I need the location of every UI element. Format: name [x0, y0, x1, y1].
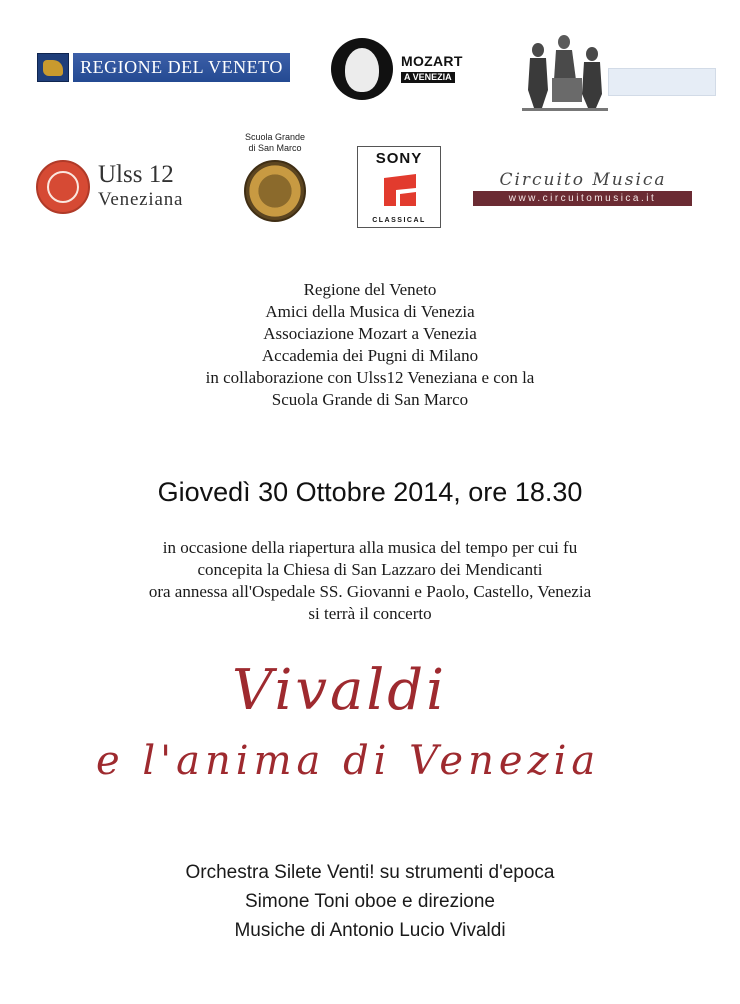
sony-sub: CLASSICAL	[372, 217, 426, 224]
circuito-script-text: Circuito Musica	[499, 170, 667, 190]
ulss-line2: Veneziana	[98, 189, 184, 210]
concert-title-line1: Vivaldi	[232, 658, 448, 723]
occasion-line: si terrà il concerto	[308, 604, 432, 623]
circuito-url: www.circuitomusica.it	[473, 191, 692, 206]
sony-brand: SONY	[375, 150, 423, 167]
scuola-caption-line2: di San Marco	[248, 143, 302, 153]
regione-veneto-label: REGIONE DEL VENETO	[73, 53, 290, 82]
organizer-line: in collaborazione con Ulss12 Veneziana e con la	[205, 368, 535, 387]
performers-block	[0, 858, 740, 945]
mozart-portrait-icon	[331, 38, 393, 100]
lion-of-st-mark-icon	[37, 53, 69, 82]
mozart-a-venezia-logo	[331, 38, 481, 102]
organizer-line: Accademia dei Pugni di Milano	[261, 346, 479, 365]
regione-veneto-logo	[37, 53, 290, 82]
event-date: Giovedì 30 Ottobre 2014, ore 18.30	[157, 477, 583, 507]
ulss-line1: Ulss 12	[98, 161, 174, 188]
accademia-pugni-banner	[608, 68, 716, 96]
sony-classical-logo	[357, 146, 441, 228]
concert-title-line2: e l'anima di Venezia	[96, 738, 601, 784]
organizer-line: Associazione Mozart a Venezia	[263, 324, 477, 343]
occasion-line: ora annessa all'Ospedale SS. Giovanni e Paolo, Castello, Venezia	[148, 582, 592, 601]
organizer-line: Amici della Musica di Venezia	[265, 302, 475, 321]
performer-line: Simone Toni oboe e direzione	[245, 891, 495, 912]
organizer-line: Scuola Grande di San Marco	[271, 390, 469, 409]
organizer-line: Regione del Veneto	[303, 280, 437, 299]
organizers-block	[0, 279, 740, 411]
sony-classical-flag-icon	[380, 170, 420, 210]
occasion-line: in occasione della riapertura alla musica del tempo per cui fu	[162, 538, 578, 557]
accademia-pugni-logo	[522, 28, 714, 112]
ulss12-logo	[36, 160, 206, 216]
occasion-block	[0, 537, 740, 625]
red-seal-icon	[36, 160, 90, 214]
performer-line: Musiche di Antonio Lucio Vivaldi	[234, 920, 506, 941]
circuito-musica-logo	[473, 170, 692, 208]
scuola-grande-logo	[238, 132, 312, 230]
scuola-caption-line1: Scuola Grande	[244, 132, 306, 142]
mozart-logo-line1: MOZART	[401, 53, 463, 69]
musicians-engraving-icon	[522, 28, 608, 112]
gold-medal-icon	[244, 160, 306, 222]
occasion-line: concepita la Chiesa di San Lazzaro dei Mendicanti	[197, 560, 543, 579]
performer-line: Orchestra Silete Venti! su strumenti d'epoca	[185, 862, 555, 883]
mozart-logo-line2: A VENEZIA	[401, 72, 455, 83]
